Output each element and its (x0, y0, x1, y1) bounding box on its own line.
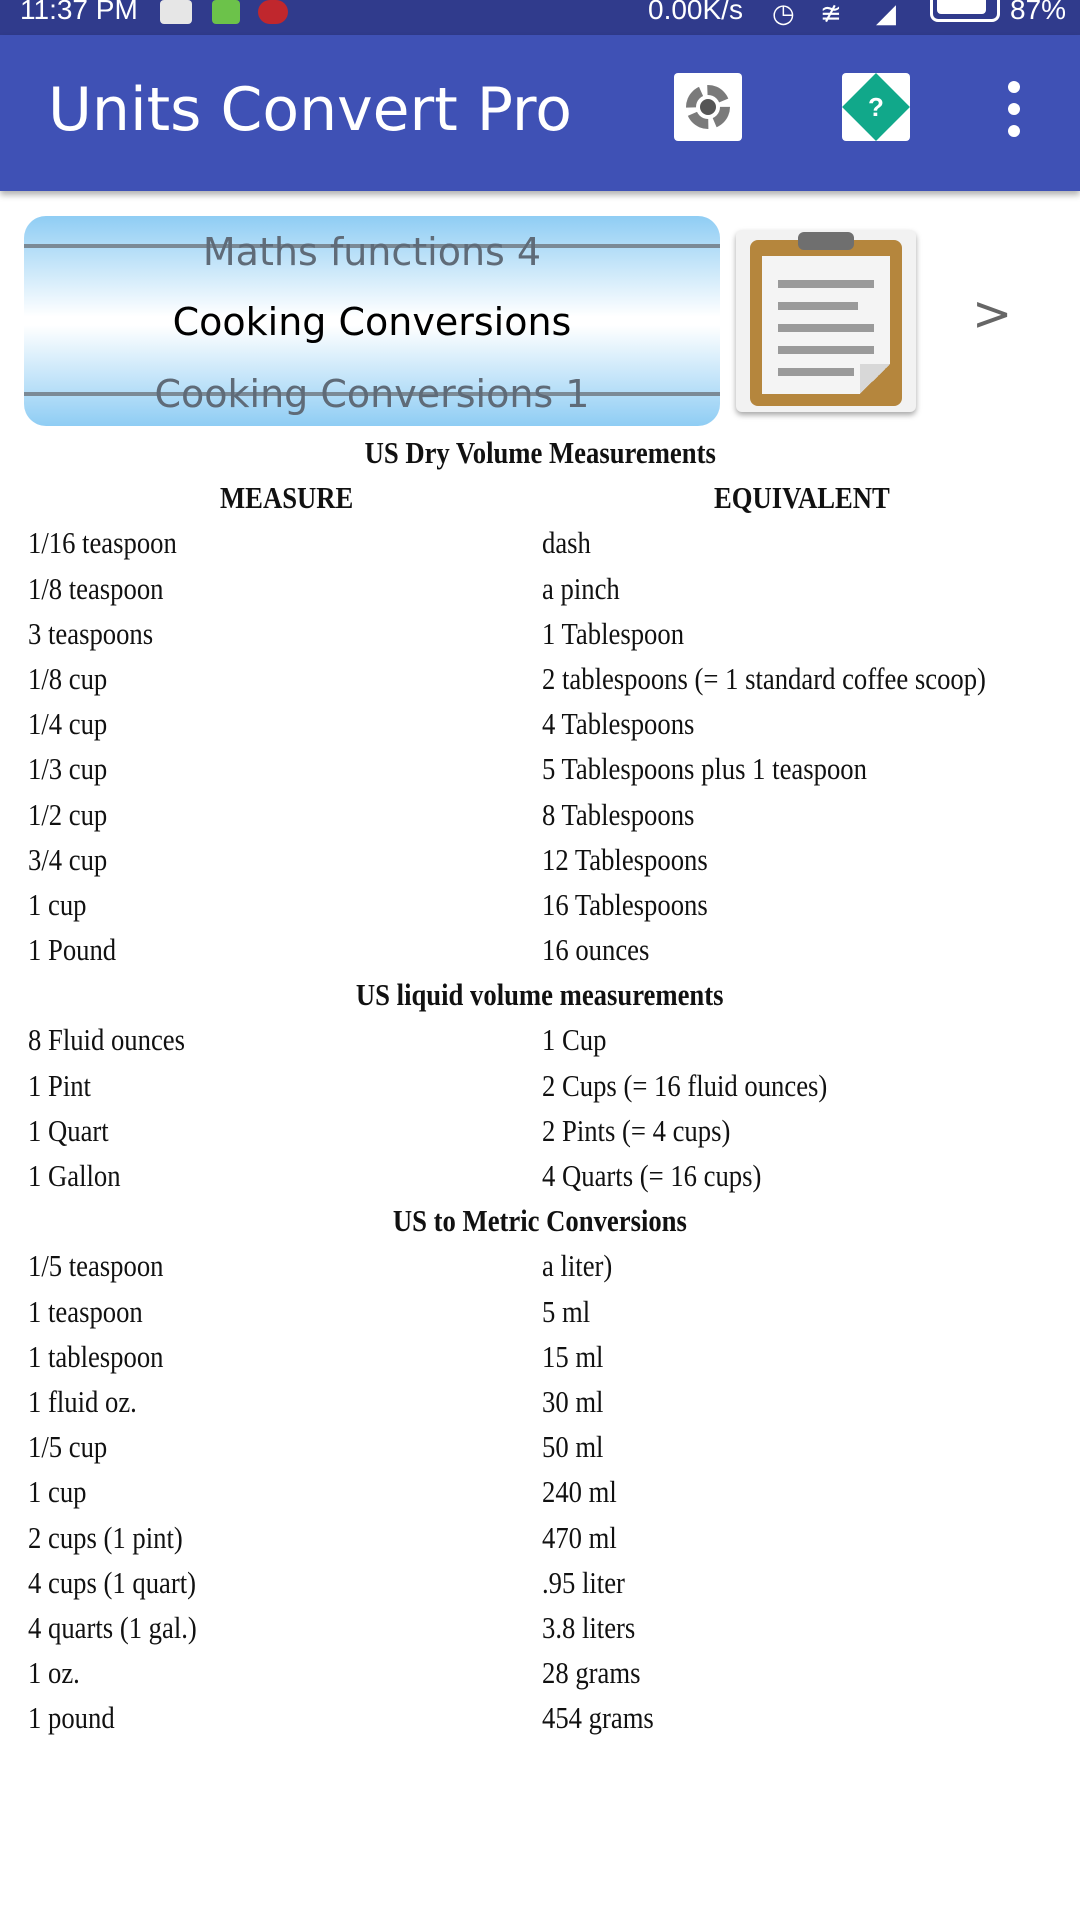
measure-cell: 1 Pint (28, 1067, 91, 1103)
section-title-liquid (0, 972, 1080, 1017)
clipboard-text-line (778, 324, 874, 332)
measure-cell: 4 quarts (1 gal.) (28, 1609, 197, 1645)
section-title-dry (0, 430, 1080, 475)
next-arrow-button[interactable]: > (972, 286, 1013, 342)
equivalent-cell: 3.8 liters (542, 1609, 636, 1645)
table-row (0, 656, 1080, 701)
menu-dot (1008, 103, 1020, 115)
wifi-icon: ≇ (820, 0, 842, 28)
table-row (0, 1243, 1080, 1288)
table-row (0, 1063, 1080, 1108)
measure-cell: 8 Fluid ounces (28, 1022, 186, 1058)
equivalent-cell: 4 Tablespoons (542, 706, 695, 742)
equivalent-cell: 8 Tablespoons (542, 796, 695, 832)
notification-opera-icon (258, 0, 288, 24)
measure-cell: 3/4 cup (28, 841, 108, 877)
equivalent-cell: 12 Tablespoons (542, 841, 708, 877)
measure-cell: 1 Quart (28, 1112, 109, 1148)
equivalent-cell: 240 ml (542, 1474, 617, 1510)
equivalent-cell: 28 grams (542, 1655, 641, 1691)
more-vert-icon[interactable] (998, 81, 1030, 141)
clipboard-text-line (778, 280, 874, 288)
table-row (0, 1108, 1080, 1153)
table-row (0, 701, 1080, 746)
equivalent-cell: dash (542, 525, 591, 561)
conversion-document (0, 430, 1080, 1740)
clipboard-text-line (778, 346, 874, 354)
network-speed: 0.00K/s (648, 0, 743, 25)
measure-cell: 1/4 cup (28, 706, 108, 742)
table-row (0, 746, 1080, 791)
column-header-measure: MEASURE (220, 480, 354, 516)
measure-cell: 1/16 teaspoon (28, 525, 177, 561)
signal-icon: ◢ (876, 0, 896, 28)
measure-cell: 1 fluid oz. (28, 1383, 137, 1419)
equivalent-cell: 15 ml (542, 1338, 604, 1374)
category-picker[interactable] (24, 216, 720, 426)
table-row (0, 520, 1080, 565)
measure-cell: 1 cup (28, 886, 87, 922)
measure-cell: 1/8 teaspoon (28, 570, 164, 606)
dry-rows (0, 520, 1080, 972)
section-title-text: US to Metric Conversions (393, 1203, 687, 1239)
table-row (0, 1605, 1080, 1650)
section-title-text: US Dry Volume Measurements (364, 435, 716, 470)
measure-cell: 3 teaspoons (28, 615, 154, 651)
equivalent-cell: 50 ml (542, 1429, 604, 1465)
table-row (0, 882, 1080, 927)
section-title-metric (0, 1198, 1080, 1243)
status-bar (0, 0, 1080, 35)
alarm-icon: ◷ (772, 0, 795, 28)
table-row (0, 1379, 1080, 1424)
table-row (0, 1469, 1080, 1514)
measure-cell: 1 pound (28, 1700, 115, 1736)
table-row (0, 837, 1080, 882)
app-title: Units Convert Pro (48, 75, 572, 145)
table-row (0, 1560, 1080, 1605)
help-button[interactable] (842, 73, 910, 141)
measure-cell: 1 tablespoon (28, 1338, 164, 1374)
picker-item-prev[interactable]: Maths functions 4 (202, 230, 542, 274)
equivalent-cell: 1 Tablespoon (542, 615, 685, 651)
menu-dot (1008, 81, 1020, 93)
metric-rows (0, 1243, 1080, 1740)
equivalent-cell: 16 ounces (542, 932, 650, 968)
measure-cell: 1/5 teaspoon (28, 1248, 164, 1284)
measure-cell: 1/5 cup (28, 1429, 108, 1465)
clipboard-text-line (778, 302, 858, 310)
notification-battery-icon (212, 0, 240, 24)
clipboard-clip (798, 232, 854, 250)
picker-item-selected[interactable]: Cooking Conversions (172, 300, 572, 344)
table-row (0, 611, 1080, 656)
table-row (0, 1334, 1080, 1379)
clipboard-text-line (778, 368, 854, 376)
table-row (0, 792, 1080, 837)
table-row (0, 1153, 1080, 1198)
table-row (0, 1017, 1080, 1062)
equivalent-cell: 5 ml (542, 1293, 591, 1329)
table-row (0, 1289, 1080, 1334)
menu-dot (1008, 125, 1020, 137)
settings-button[interactable] (674, 73, 742, 141)
table-row (0, 1515, 1080, 1560)
table-row (0, 1695, 1080, 1740)
measure-cell: 1/8 cup (28, 660, 108, 696)
notification-music-icon (160, 0, 192, 24)
column-header-equivalent: EQUIVALENT (714, 480, 890, 516)
measure-cell: 1 cup (28, 1474, 87, 1510)
clipboard-button[interactable] (736, 230, 916, 412)
table-row (0, 1424, 1080, 1469)
battery-icon (930, 0, 1000, 22)
help-label: ? (868, 92, 884, 122)
equivalent-cell: 2 tablespoons (= 1 standard coffee scoop) (542, 660, 986, 696)
measure-cell: 1 teaspoon (28, 1293, 143, 1329)
measure-cell: 1/2 cup (28, 796, 108, 832)
equivalent-cell: 454 grams (542, 1700, 654, 1736)
measure-cell: 1 oz. (28, 1655, 80, 1691)
equivalent-cell: .95 liter (542, 1564, 625, 1600)
measure-cell: 1 Pound (28, 932, 117, 968)
table-row (0, 1650, 1080, 1695)
equivalent-cell: 470 ml (542, 1519, 617, 1555)
clipboard-page-fold (860, 364, 890, 394)
equivalent-cell: 2 Pints (= 4 cups) (542, 1112, 731, 1148)
measure-cell: 4 cups (1 quart) (28, 1564, 197, 1600)
measure-cell: 1/3 cup (28, 751, 108, 787)
table-row (0, 927, 1080, 972)
equivalent-cell: 5 Tablespoons plus 1 teaspoon (542, 751, 867, 787)
battery-level-fill (937, 0, 986, 14)
equivalent-cell: a pinch (542, 570, 620, 606)
equivalent-cell: 16 Tablespoons (542, 886, 708, 922)
status-time: 11:37 PM (20, 0, 138, 25)
battery-percent: 87% (1010, 0, 1067, 25)
equivalent-cell: 4 Quarts (= 16 cups) (542, 1158, 762, 1193)
equivalent-cell: 2 Cups (= 16 fluid ounces) (542, 1067, 828, 1103)
picker-item-next[interactable]: Cooking Conversions 1 (154, 372, 590, 416)
equivalent-cell: 30 ml (542, 1383, 604, 1419)
table-row (0, 566, 1080, 611)
settings-gear-icon (686, 85, 730, 129)
equivalent-cell: a liter) (542, 1248, 613, 1284)
section-title-text: US liquid volume measurements (356, 977, 724, 1013)
app-bar (0, 35, 1080, 191)
measure-cell: 2 cups (1 pint) (28, 1519, 183, 1555)
measure-cell: 1 Gallon (28, 1158, 121, 1193)
column-headers (0, 475, 1080, 520)
liquid-rows (0, 1017, 1080, 1198)
equivalent-cell: 1 Cup (542, 1022, 607, 1058)
